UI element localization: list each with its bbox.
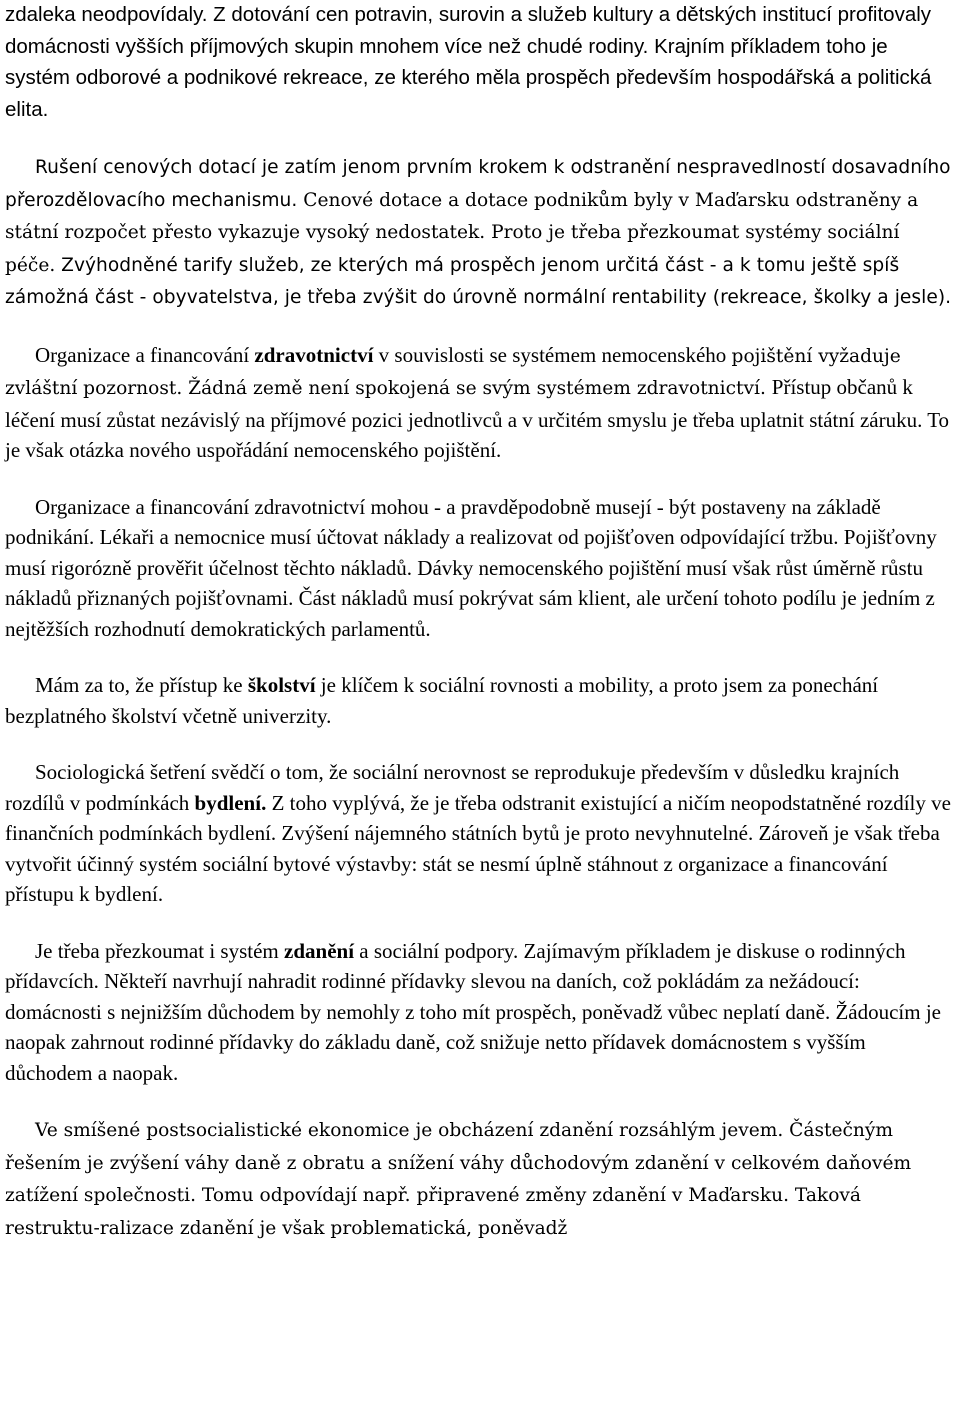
paragraph-smisena-ekonomika bbox=[5, 1114, 955, 1244]
bold-term-bydleni: bydlení. bbox=[194, 790, 267, 815]
paragraph-financovani-zdravotnictvi bbox=[5, 492, 955, 645]
text-run: a sociální podpory. Zajímavým příkladem je diskuse o rodinných přídavcích. Někteří navrhují nahradit rodinné přídavky slevou na daních, což pokládám za nežádoucí: domácnosti s nejnižším důchodem by nemohly z toho mít prospěch, poněvadž vůbec neplatí daně. Žádoucím je naopak zahrnout rodinné přídavky do základu daně, což snižuje netto přídavek domácnostem s vyšším důchodem a naopak. bbox=[5, 938, 942, 1085]
paragraph-dotace-intro bbox=[5, 0, 955, 125]
bold-term-zdaneni: zdanění bbox=[284, 938, 355, 963]
text-run: Žádná země není spokojená se svým systémem zdravotnictví. bbox=[188, 378, 772, 399]
paragraph-ruseni-dotaci bbox=[5, 151, 955, 314]
text-run: Sociologická šetření svědčí o tom, že sociální nerovnost se reprodukuje především v důsledku krajních rozdílů v podmínkách bbox=[5, 760, 900, 815]
text-run: je klíčem k sociální rovnosti a mobility, a proto jsem za ponechání bezplatného školství včetně univerzity. bbox=[5, 673, 879, 728]
text-run: Zvýhodněné tarify služeb, ze kterých má prospěch jenom určitá část - a k tomu ještě spíš zámožná část - obyvatelstva, je třeba zvýšit do úrovně normální rentability (rekreace, školky a jesle). bbox=[5, 254, 952, 308]
paragraph-skolstvi bbox=[5, 670, 955, 731]
document-page bbox=[5, 0, 955, 1270]
text-run: v souvislosti se systémem nemocenského bbox=[373, 342, 732, 367]
text-run: zdaleka neodpovídaly. Z dotování cen potravin, surovin a služeb kultury a dětských institucí profitovaly domácnosti vyšších příjmových skupin mnohem více než chudé rodiny. Krajním příkladem toho je systém odborové a podnikové rekreace, ze kterého měla prospěch především hospodářská a politická elita. bbox=[5, 3, 932, 121]
text-run: Je třeba přezkoumat i systém bbox=[35, 938, 285, 963]
text-run: Cenové dotace a dotace podnikům byly v Maďarsku odstraněny a státní rozpočet přesto vykazuje vysoký nedostatek. Proto je třeba přezkoumat systémy sociální péče. bbox=[5, 189, 919, 276]
text-run: Přístup občanů k léčení musí zůstat nezávislý na příjmové pozici jednotlivců a v určitém smyslu je třeba uplatnit státní záruku. To je však otázka nového uspořádání nemocenského pojištění. bbox=[5, 375, 950, 462]
bold-term-skolstvi: školství bbox=[247, 673, 316, 697]
text-run: Rušení cenových dotací je zatím jenom prvním krokem k odstranění nespravedlností dosavadního přerozdělovacího mechanismu. bbox=[5, 157, 951, 211]
text-run: pojištění vyžaduje zvláštní pozornost. bbox=[5, 345, 901, 399]
paragraph-zdaneni bbox=[5, 936, 955, 1089]
text-run: Z toho vyplývá, že je třeba odstranit existující a ničím neopodstatněné rozdíly ve finančních podmínkách bydlení. Zvýšení nájemného státních bytů je proto nevyhnutelné. Zároveň je však třeba vytvořit účinný systém sociální bytové výstavby: stát se nesmí úplně stáhnout z organizace a financování přístupu k bydlení. bbox=[5, 790, 951, 906]
paragraph-bydleni bbox=[5, 757, 955, 910]
text-run: Mám za to, že přístup ke bbox=[35, 673, 248, 697]
text-run: Organizace a financování zdravotnictví mohou - a pravděpodobně musejí - být postaveny na základě podnikání. Lékaři a nemocnice musí účtovat náklady a realizovat od pojišťoven odpovídající tržbu. Pojišťovny musí rigorózně prověřit účelnost těchto nákladů. Dávky nemocenského pojištění musí však růst úměrně růstu nákladů přiznaných pojišťovnami. Část nákladů musí pokrývat sám klient, ale určení tohoto podílu je jedním z nejtěžších rozhodnutí demokratických parlamentů. bbox=[5, 494, 937, 641]
text-run: Organizace a financování bbox=[35, 342, 255, 367]
text-run: Ve smíšené postsocialistické ekonomice je obcházení zdanění rozsáhlým jevem. Částečným řešením je zvýšení váhy daně z obratu a snížení váhy důchodovým zdanění v celkovém daňovém zatížení společnosti. Tomu odpovídají např. připravené změny zdanění v Maďarsku. Taková restruktu-ralizace zdanění je však problematická, poněvadž bbox=[5, 1120, 912, 1239]
paragraph-zdravotnictvi bbox=[5, 340, 955, 466]
bold-term-zdravotnictvi: zdravotnictví bbox=[254, 342, 374, 367]
